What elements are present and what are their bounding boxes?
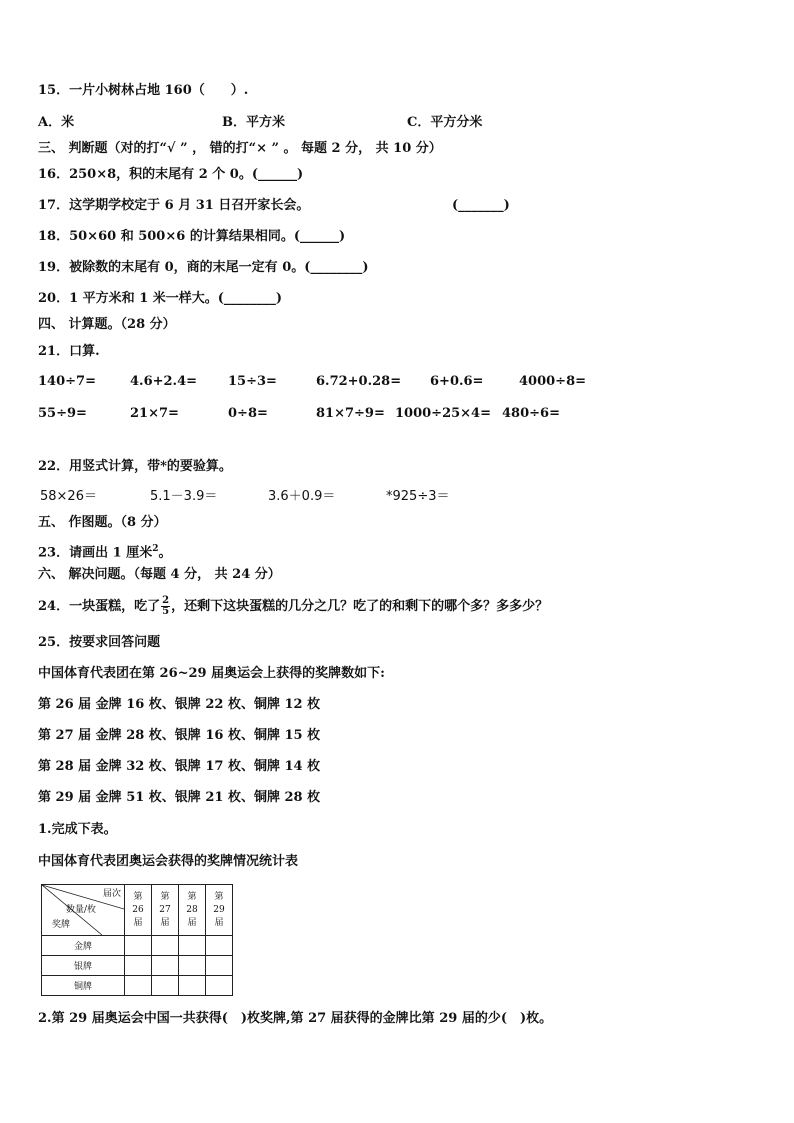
q21-item: 1000÷25×4= — [395, 406, 491, 421]
q23-text: 23．请画出 1 厘米 — [38, 545, 153, 561]
q20-text: 20．1 平方米和 1 米一样大。 — [38, 291, 218, 306]
q20-answer-blank[interactable]: (________) — [217, 291, 283, 306]
q22-item: *925÷3＝ — [386, 489, 450, 504]
q21-item: 140÷7= — [38, 374, 96, 389]
q21-item: 4000÷8= — [519, 374, 587, 389]
table-cell-input[interactable] — [179, 956, 206, 976]
column-header-26: 第 26 届 — [125, 885, 152, 936]
q18-text: 18．50×60 和 500×6 的计算结果相同。 — [38, 229, 294, 244]
column-header-27: 第 27 届 — [152, 885, 179, 936]
table-cell-input[interactable] — [125, 936, 152, 956]
q25-data-line: 第 26 届 金牌 16 枚、银牌 22 枚、铜牌 12 枚 — [38, 697, 321, 712]
q15-option-a: A．米 — [38, 115, 75, 130]
table-cell-input[interactable] — [152, 936, 179, 956]
q19-answer-blank[interactable]: (________) — [304, 260, 369, 275]
row-header-silver: 银牌 — [42, 956, 125, 976]
q25-part1: 1.完成下表。 — [38, 822, 117, 837]
q19 — [38, 259, 369, 277]
table-row — [42, 976, 233, 996]
q21-item: 6.72+0.28= — [316, 374, 402, 389]
q21-item: 15÷3= — [228, 374, 277, 389]
q22-item: 3.6＋0.9＝ — [268, 489, 336, 504]
row-header-gold: 金牌 — [42, 936, 125, 956]
q24 — [38, 596, 548, 617]
table-corner-cell — [42, 885, 125, 936]
table-cell-input[interactable] — [179, 976, 206, 996]
q15-option-b: B．平方米 — [222, 115, 285, 130]
table-cell-input[interactable] — [206, 976, 233, 996]
section-6-heading: 六、 解决问题。（每题 4 分， 共 24 分） — [38, 567, 281, 582]
table-cell-input[interactable] — [179, 936, 206, 956]
q25-data-line: 第 27 届 金牌 28 枚、银牌 16 枚、铜牌 15 枚 — [38, 728, 321, 743]
table-cell-input[interactable] — [206, 956, 233, 976]
table-row — [42, 936, 233, 956]
fraction — [161, 596, 170, 617]
q15-option-c: C．平方分米 — [407, 115, 483, 130]
fraction-numerator: 2 — [162, 595, 170, 606]
section-3-heading: 三、 判断题（对的打“√ ” ， 错的打“× ” 。 每题 2 分， 共 10 分） — [38, 141, 442, 156]
corner-label-medal: 奖牌 — [52, 920, 71, 930]
q23-end: 。 — [158, 545, 172, 561]
corner-label-quantity: 数量/枚 — [66, 905, 97, 915]
q15-stem: 15．一片小树林占地 160（ ）. — [38, 83, 249, 98]
q21-item: 81×7÷9= — [316, 406, 385, 421]
fraction-denominator: 5 — [162, 606, 170, 617]
q23 — [38, 540, 171, 562]
q25-title: 25．按要求回答问题 — [38, 635, 161, 650]
q20 — [38, 290, 282, 308]
table-row — [42, 956, 233, 976]
table-cell-input[interactable] — [206, 936, 233, 956]
q21-item: 4.6+2.4= — [130, 374, 198, 389]
q16-answer-blank[interactable]: (______) — [251, 167, 304, 182]
section-5-heading: 五、 作图题。（8 分） — [38, 515, 167, 530]
q22-title: 22．用竖式计算，带*的要验算。 — [38, 459, 232, 474]
section-4-heading: 四、 计算题。（28 分） — [38, 317, 176, 332]
q16-text: 16．250×8，积的末尾有 2 个 0。 — [38, 167, 252, 182]
q21-title: 21．口算. — [38, 344, 100, 359]
q21-item: 480÷6= — [502, 406, 560, 421]
q21-item: 6+0.6= — [430, 374, 484, 389]
q22-item: 58×26＝ — [40, 489, 97, 504]
q25-data-line: 第 28 届 金牌 32 枚、银牌 17 枚、铜牌 14 枚 — [38, 759, 321, 774]
q24-pre: 24．一块蛋糕，吃了 — [38, 599, 161, 614]
q24-post: ，还剩下这块蛋糕的几分之几？吃了的和剩下的哪个多？多多少？ — [171, 599, 549, 614]
table-cell-input[interactable] — [152, 976, 179, 996]
q17-text: 17．这学期学校定于 6 月 31 日召开家长会。 — [38, 198, 310, 213]
q23-superscript: 2 — [152, 544, 159, 554]
table-cell-input[interactable] — [152, 956, 179, 976]
q25-data-line: 第 29 届 金牌 51 枚、银牌 21 枚、铜牌 28 枚 — [38, 790, 321, 805]
column-header-29: 第 29 届 — [206, 885, 233, 936]
q19-text: 19．被除数的末尾有 0，商的末尾一定有 0。 — [38, 260, 305, 275]
q21-item: 55÷9= — [38, 406, 87, 421]
q21-item: 21×7= — [130, 406, 179, 421]
q16 — [38, 166, 303, 184]
q25-intro: 中国体育代表团在第 26~29 届奥运会上获得的奖牌数如下: — [38, 666, 385, 681]
row-header-bronze: 铜牌 — [42, 976, 125, 996]
column-header-28: 第 28 届 — [179, 885, 206, 936]
table-cell-input[interactable] — [125, 976, 152, 996]
medal-statistics-table — [41, 884, 233, 996]
q18-answer-blank[interactable]: (______) — [293, 229, 346, 244]
q18 — [38, 228, 345, 246]
q22-item: 5.1－3.9＝ — [150, 489, 218, 504]
table-cell-input[interactable] — [125, 956, 152, 976]
q21-item: 0÷8= — [228, 406, 268, 421]
q25-part2: 2.第 29 届奥运会中国一共获得( )枚奖牌,第 27 届获得的金牌比第 29 届的少( )枚。 — [38, 1011, 553, 1026]
q17-answer-blank[interactable]: (_______) — [452, 198, 510, 213]
corner-label-session: 届次 — [102, 889, 121, 899]
q25-table-title: 中国体育代表团奥运会获得的奖牌情况统计表 — [38, 854, 299, 869]
